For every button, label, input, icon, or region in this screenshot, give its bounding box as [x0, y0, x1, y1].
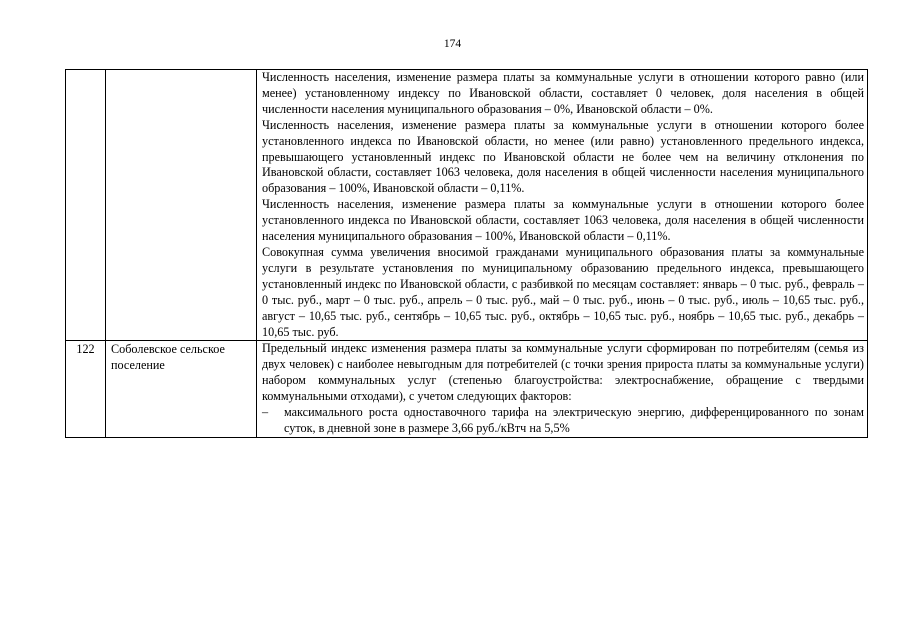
factor-text: максимального роста одноставочного тарифа на электрическую энергию, дифференцированного по зонам суток, в дневной зоне в размере 3,66 руб./кВтч на 5,5% — [284, 405, 864, 435]
row-number-cell: 122 — [66, 341, 106, 437]
paragraph-index-formation: Предельный индекс изменения размера платы за коммунальные услуги сформирован по потребителям (семья из двух человек) с наиболее невыгодным для потребителей (с точки зрения прироста платы за коммунальные услуги) набором коммунальных услуг (степенью благоустройства: электроснабжение, обращение с твердыми коммунальными отходами), с учетом следующих факторов: — [262, 341, 864, 404]
paragraph-population-between-indices: Численность населения, изменение размера платы за коммунальные услуги в отношении которого более установленного индекса по Ивановской области, но менее (или равно) установленного предельного индекса, превышающего установленный индекс по Ивановской области не более чем на величину отклонения по Ивановской области, составляет 1063 человека, доля населения в общей численности населения муниципального образования – 100%, Ивановской области – 0,11%. — [262, 117, 864, 196]
page-number: 174 — [443, 38, 462, 50]
row-number-cell — [66, 70, 106, 341]
description-cell — [257, 341, 868, 437]
paragraph-population-above-index: Численность населения, изменение размера платы за коммунальные услуги в отношении которого более установленного индекса по Ивановской области, составляет 1063 человека, доля населения в общей численности населения муниципального образования – 100%, Ивановской области – 0,11%. — [262, 197, 864, 244]
municipality-name-cell: Соболевское сельское поселение — [106, 341, 257, 437]
municipality-name-cell — [106, 70, 257, 341]
factor-list-item — [262, 405, 864, 437]
paragraph-population-equal-index: Численность населения, изменение размера платы за коммунальные услуги в отношении которого равно (или менее) установленному индексу по Ивановской области, составляет 0 человек, доля населения в общей численности населения муниципального образования – 0%, Ивановской области – 0%. — [262, 70, 864, 116]
bullet-dash: – — [262, 405, 269, 420]
municipal-index-table — [65, 69, 868, 438]
paragraph-monthly-sum: Совокупная сумма увеличения вносимой гражданами муниципального образования платы за коммунальные услуги в результате установления по муниципальному образованию предельного индекса, превышающего установленный индекс по Ивановской области, с разбивкой по месяцам составляет: январь – 0 тыс. руб., февраль – 0 тыс. руб., март – 0 тыс. руб., апрель – 0 тыс. руб., май – 0 тыс. руб., июнь – 0 тыс. руб., июль – 10,65 тыс. руб., август – 10,65 тыс. руб., сентябрь – 10,65 тыс. руб., октябрь – 10,65 тыс. руб., ноябрь – 10,65 тыс. руб., декабрь – 10,65 тыс. руб. — [262, 244, 864, 339]
table-row — [66, 70, 868, 341]
table-row — [66, 341, 868, 437]
description-cell — [257, 70, 868, 341]
